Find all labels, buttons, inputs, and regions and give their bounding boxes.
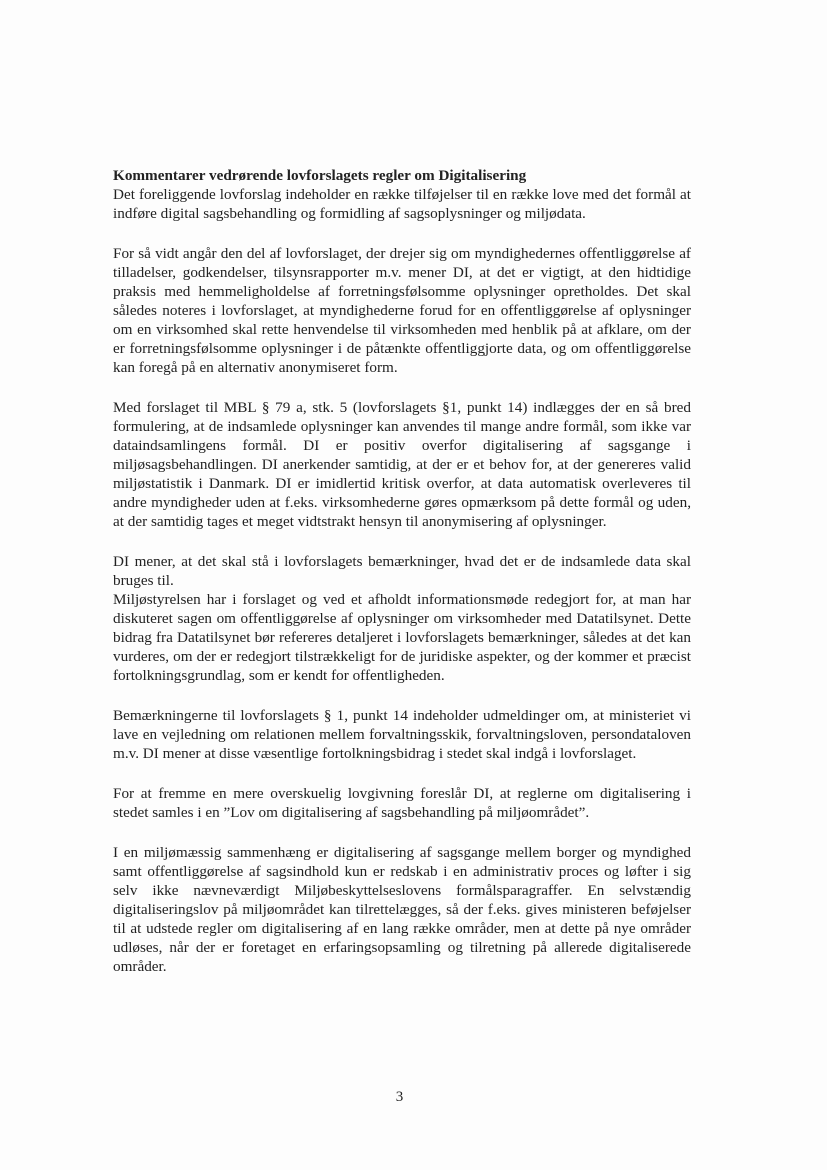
document-body (113, 166, 691, 997)
page-number: 3 (395, 1089, 404, 1105)
paragraph-environment: I en miljømæssig sammenhæng er digitalisering af sagsgange mellem borger og myndighed samt offentliggørelse af sagsindhold kun er redskab i en administrativ proces og løfter i sig selv ikke nævneværdigt Miljøbeskyttelseslovens formålsparagraffer. En selvstændig digitaliseringslov på miljøområdet kan tilrettelægges, så der f.eks. gives ministeren beføjelser til at udstede regler om digitalisering af en lang række områder, men at dette på nye områder udløses, når der er foretaget en erfaringsopsamling og tilretning på allerede digitaliserede områder. (113, 844, 691, 975)
paragraph-publication: For så vidt angår den del af lovforslaget, der drejer sig om myndighedernes offentliggørelse af tilladelser, godkendelser, tilsynsrapporter m.v. mener DI, at det er vigtigt, at den hidtidige praksis med hemmeligholdelse af forretningsfølsomme oplysninger opretholdes. Det skal således noteres i lovforslaget, at myndighederne forud for en offentliggørelse af oplysninger om en virksomhed skal rette henvendelse til virksomheden med henblik på at afklare, om der er forretningsfølsomme oplysninger i de påtænkte offentliggjorte data, og om offentliggørelse kan foregå på en alternativ anonymiseret form. (113, 245, 691, 376)
section-heading: Kommentarer vedrørende lovforslagets regler om Digitalisering (113, 167, 527, 184)
paragraph-intro: Det foreliggende lovforslag indeholder en række tilføjelser til en række love med det formål at indføre digital sagsbehandling og formidling af sagsoplysninger og miljødata. (113, 186, 691, 222)
paragraph-remarks: Bemærkningerne til lovforslagets § 1, punkt 14 indeholder udmeldinger om, at ministeriet vi lave en vejledning om relationen mellem forvaltningsskik, forvaltningsloven, persondataloven m.v. DI mener at disse væsentlige fortolkningsbidrag i stedet skal indgå i lovforslaget. (113, 707, 691, 762)
paragraph-datatilsynet: Miljøstyrelsen har i forslaget og ved et afholdt informationsmøde redegjort for, at man har diskuteret sagen om offentliggørelse af oplysninger om virksomheder med Datatilsynet. Dette bidrag fra Datatilsynet bør refereres detaljeret i lovforslagets bemærkninger, således at det kan vurderes, om der er redegjort tilstrækkeligt for de juridiske aspekter, og der kommer et præcist fortolkningsgrundlag, som er kendt for offentligheden. (113, 591, 691, 684)
paragraph-mbl: Med forslaget til MBL § 79 a, stk. 5 (lovforslagets §1, punkt 14) indlægges der en så bred formulering, at de indsamlede oplysninger kan anvendes til mange andre formål, som ikke var dataindsamlingens formål. DI er positiv overfor digitalisering af sagsgange i miljøsagsbehandlingen. DI anerkender samtidig, at der er et behov for, at der genereres valid miljøstatistik i Danmark. DI er imidlertid kritisk overfor, at data automatisk overleveres til andre myndigheder uden at f.eks. virksomhederne gøres opmærksom på dette formål og uden, at der samtidig tages et meget vidtstrakt hensyn til anonymisering af oplysninger. (113, 399, 691, 530)
paragraph-proposal: For at fremme en mere overskuelig lovgivning foreslår DI, at reglerne om digitalisering i stedet samles i en ”Lov om digitalisering af sagsbehandling på miljøområdet”. (113, 785, 691, 821)
paragraph-di-opinion: DI mener, at det skal stå i lovforslagets bemærkninger, hvad det er de indsamlede data skal bruges til. (113, 553, 691, 589)
